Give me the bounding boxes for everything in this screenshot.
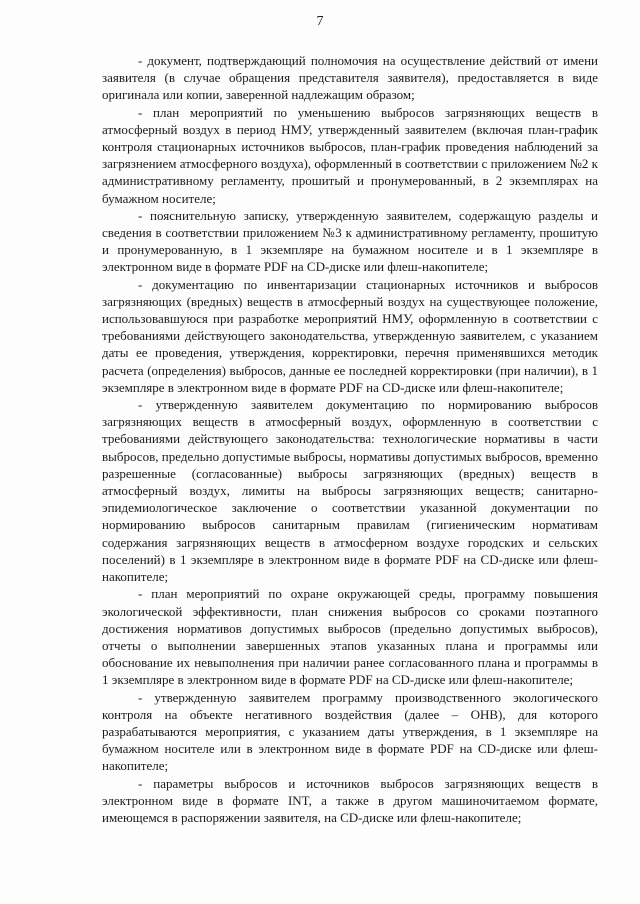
list-item: - пояснительную записку, утвержденную заявителем, содержащую разделы и сведения в соответствии приложением №3 к административному регламенту, прошитую и пронумерованную, в 1 экземпляре на бумажном носителе и в 1 экземпляре в электронном виде в формате PDF на CD-диске или флеш-накопителе; [102,207,598,275]
list-item: - план мероприятий по охране окружающей среды, программу повышения экологической эффективности, план снижения выбросов со сроками поэтапного достижения нормативов допустимых выбросов (предельно допустимых выбросов), отчеты о выполнении завершенных этапов указанных плана и программы или обоснование их невыполнения при наличии ранее согласованного плана и программы в 1 экземпляре в электронном виде в формате PDF на CD-диске или флеш-накопителе; [102,586,598,688]
list-item: - утвержденную заявителем документацию по нормированию выбросов загрязняющих веществ в атмосферный воздух, оформленную в соответствии с требованиями действующего законодательства: технологические нормативы в части выбросов, предельно допустимые выбросы, нормативы допустимых выбросов, временно разрешенные (согласованные) выбросы загрязняющих (вредных) веществ в атмосферный воздух, лимиты на выбросы загрязняющих веществ; санитарно-эпидемиологическое заключение о соответствии указанной документации по нормированию выбросов санитарным правилам (гигиеническим нормативам содержания загрязняющих веществ в атмосферном воздухе городских и сельских поселений) в 1 экземпляре в электронном виде в формате PDF на CD-диске или флеш-накопителе; [102,397,598,585]
list-item: - параметры выбросов и источников выбросов загрязняющих веществ в электронном виде в формате INT, а также в другом машиночитаемом формате, имеющемся в распоряжении заявителя, на CD-диске или флеш-накопителе; [102,775,598,825]
list-item: - документацию по инвентаризации стационарных источников и выбросов загрязняющих (вредных) веществ в атмосферный воздух на существующее положение, использовавшуюся при разработке мероприятий НМУ, оформленную в соответствии с требованиями действующего законодательства, утвержденную заявителем, с указанием даты ее проведения, утверждения, корректировки, перечня применявшихся методик расчета (определения) выбросов, данные ее последней корректировки (при наличии), в 1 экземпляре в электронном виде в формате PDF на CD-диске или флеш-накопителе; [102,276,598,395]
list-item: - документ, подтверждающий полномочия на осуществление действий от имени заявителя (в случае обращения представителя заявителя), предоставляется в виде оригинала или копии, заверенной надлежащим образом; [102,53,598,103]
list-item: - утвержденную заявителем программу производственного экологического контроля на объекте негативного воздействия (далее – ОНВ), для которого разрабатываются мероприятия, с указанием даты утверждения, в 1 экземпляре на бумажном носителе или в электронном виде в формате PDF на CD-диске или флеш-накопителе; [102,689,598,774]
page-number: 7 [316,14,324,29]
document-body [102,52,598,826]
list-item: - план мероприятий по уменьшению выбросов загрязняющих веществ в атмосферный воздух в период НМУ, утвержденный заявителем (включая план-график контроля стационарных источников выбросов, план-график проведения наблюдений за загрязнением атмосферного воздуха), оформленный в соответствии с приложением №2 к административному регламенту, прошитый и пронумерованный, в 2 экземплярах на бумажном носителе; [102,104,598,206]
